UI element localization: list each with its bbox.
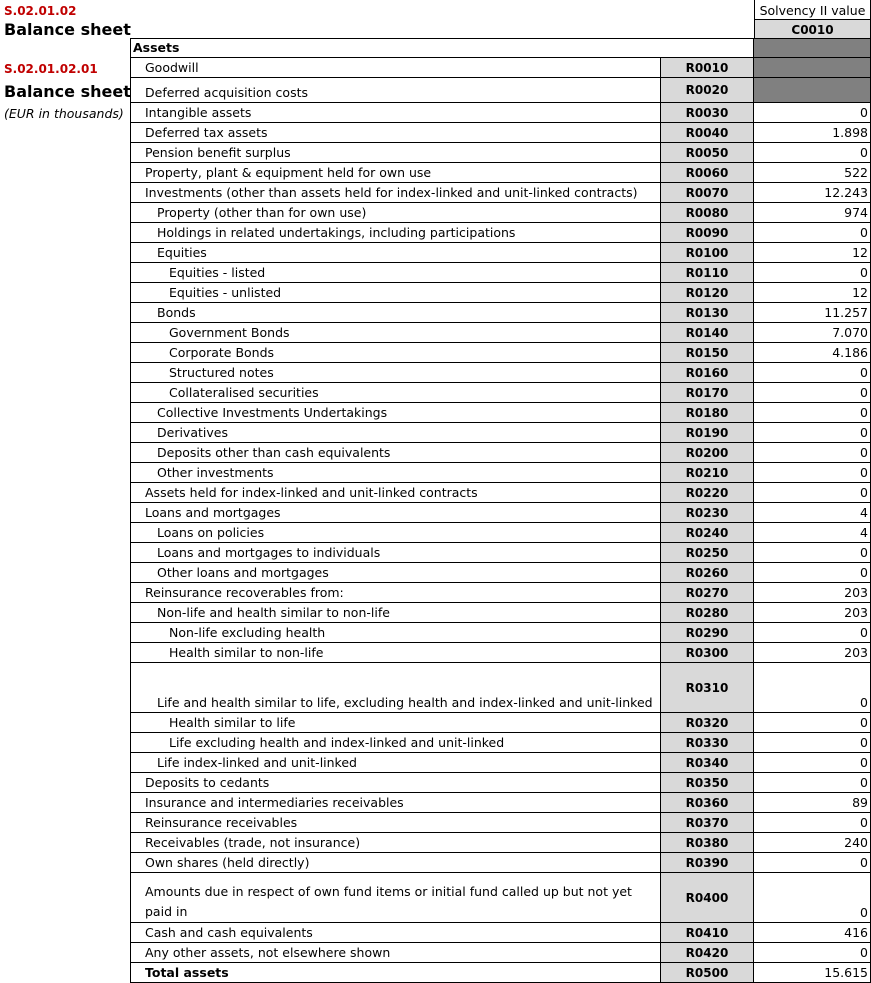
row-value: 416 [754,923,871,943]
row-value: 203 [754,583,871,603]
row-label: Non-life excluding health [130,623,661,643]
row-label: Non-life and health similar to non-life [130,603,661,623]
table-row [130,443,871,463]
table-row [130,403,871,423]
table-row [130,793,871,813]
row-label: Reinsurance receivables [130,813,661,833]
row-label: Equities - unlisted [130,283,661,303]
row-label: Any other assets, not elsewhere shown [130,943,661,963]
row-value: 0 [754,143,871,163]
row-label: Life excluding health and index-linked and unit-linked [130,733,661,753]
row-value: 12 [754,283,871,303]
row-value [754,78,871,103]
table-row [130,943,871,963]
row-label: Cash and cash equivalents [130,923,661,943]
row-code: R0190 [661,423,754,443]
row-code: R0090 [661,223,754,243]
row-code: R0260 [661,563,754,583]
row-label: Holdings in related undertakings, including participations [130,223,661,243]
table-row [130,543,871,563]
table-row [130,503,871,523]
row-label: Insurance and intermediaries receivables [130,793,661,813]
row-code: R0220 [661,483,754,503]
table-row [130,163,871,183]
table-row [130,183,871,203]
table-row [130,563,871,583]
row-label: Equities - listed [130,263,661,283]
row-label: Government Bonds [130,323,661,343]
table-row [130,283,871,303]
row-value: 0 [754,483,871,503]
row-label: Loans and mortgages to individuals [130,543,661,563]
row-code: R0210 [661,463,754,483]
table-row [130,833,871,853]
section-header-row [130,38,871,58]
table-row [130,643,871,663]
row-value: 0 [754,873,871,923]
table-body [130,58,871,983]
table-row [130,103,871,123]
table-row [130,263,871,283]
row-value: 15.615 [754,963,871,983]
row-label: Derivatives [130,423,661,443]
row-value: 974 [754,203,871,223]
row-code: R0020 [661,78,754,103]
row-label: Deposits to cedants [130,773,661,793]
unit-note: (EUR in thousands) [4,106,124,121]
row-code: R0030 [661,103,754,123]
row-label: Intangible assets [130,103,661,123]
row-code: R0140 [661,323,754,343]
row-code: R0110 [661,263,754,283]
row-value: 4 [754,503,871,523]
row-code: R0280 [661,603,754,623]
row-value: 89 [754,793,871,813]
row-label: Structured notes [130,363,661,383]
table-row [130,603,871,623]
table-row [130,733,871,753]
balance-sheet-table [130,38,871,983]
row-label: Investments (other than assets held for index-linked and unit-linked contracts) [130,183,661,203]
row-value: 0 [754,563,871,583]
row-value: 4 [754,523,871,543]
row-code: R0080 [661,203,754,223]
row-label: Other loans and mortgages [130,563,661,583]
row-value: 0 [754,813,871,833]
row-code: R0290 [661,623,754,643]
row-code: R0200 [661,443,754,463]
table-row [130,323,871,343]
template-code: S.02.01.02.01 [4,62,98,76]
row-label: Bonds [130,303,661,323]
row-code: R0050 [661,143,754,163]
row-label: Property, plant & equipment held for own use [130,163,661,183]
row-code: R0120 [661,283,754,303]
row-label: Life and health similar to life, excluding health and index-linked and unit-linked [130,663,661,713]
row-code: R0410 [661,923,754,943]
row-code: R0320 [661,713,754,733]
row-value: 12.243 [754,183,871,203]
row-code: R0400 [661,873,754,923]
row-label: Deposits other than cash equivalents [130,443,661,463]
row-label: Equities [130,243,661,263]
table-row [130,78,871,103]
row-code: R0380 [661,833,754,853]
table-row [130,423,871,443]
row-value [754,58,871,78]
table-row [130,523,871,543]
row-value: 0 [754,363,871,383]
row-value: 0 [754,733,871,753]
row-label: Reinsurance recoverables from: [130,583,661,603]
row-value: 0 [754,443,871,463]
table-row [130,853,871,873]
row-value: 0 [754,383,871,403]
row-code: R0500 [661,963,754,983]
row-label: Assets held for index-linked and unit-linked contracts [130,483,661,503]
section-title: Assets [130,38,754,58]
row-label: Corporate Bonds [130,343,661,363]
table-row [130,583,871,603]
row-value: 0 [754,663,871,713]
row-code: R0240 [661,523,754,543]
row-value: 0 [754,853,871,873]
table-row [130,243,871,263]
row-label: Other investments [130,463,661,483]
table-row [130,813,871,833]
row-label: Health similar to life [130,713,661,733]
row-code: R0100 [661,243,754,263]
row-value: 1.898 [754,123,871,143]
row-label: Amounts due in respect of own fund items or initial fund called up but not yet paid in [130,873,661,923]
row-value: 0 [754,463,871,483]
row-code: R0070 [661,183,754,203]
row-code: R0040 [661,123,754,143]
form-title: Balance sheet [4,20,131,39]
row-label: Goodwill [130,58,661,78]
row-code: R0370 [661,813,754,833]
row-value: 11.257 [754,303,871,323]
row-value: 0 [754,223,871,243]
row-value: 203 [754,603,871,623]
row-value: 0 [754,713,871,733]
row-code: R0300 [661,643,754,663]
row-value: 4.186 [754,343,871,363]
row-value: 0 [754,403,871,423]
row-code: R0420 [661,943,754,963]
row-label: Loans and mortgages [130,503,661,523]
row-code: R0230 [661,503,754,523]
row-value: 0 [754,423,871,443]
table-row [130,753,871,773]
row-code: R0350 [661,773,754,793]
table-row [130,303,871,323]
row-code: R0180 [661,403,754,423]
table-row [130,623,871,643]
table-row [130,363,871,383]
column-code: C0010 [754,20,871,39]
row-value: 0 [754,623,871,643]
table-row [130,203,871,223]
row-label: Receivables (trade, not insurance) [130,833,661,853]
row-value: 0 [754,943,871,963]
row-code: R0060 [661,163,754,183]
section-value-shaded [754,38,871,58]
table-row [130,773,871,793]
row-label: Deferred acquisition costs [130,78,661,103]
row-code: R0010 [661,58,754,78]
table-row [130,143,871,163]
row-label: Life index-linked and unit-linked [130,753,661,773]
row-code: R0160 [661,363,754,383]
row-label: Loans on policies [130,523,661,543]
row-label: Deferred tax assets [130,123,661,143]
table-row [130,663,871,713]
table-row [130,223,871,243]
row-value: 522 [754,163,871,183]
table-row [130,58,871,78]
row-code: R0150 [661,343,754,363]
table-row [130,873,871,923]
row-code: R0330 [661,733,754,753]
row-label: Collective Investments Undertakings [130,403,661,423]
row-label: Own shares (held directly) [130,853,661,873]
row-code: R0360 [661,793,754,813]
row-label: Total assets [130,963,661,983]
row-label: Pension benefit surplus [130,143,661,163]
row-code: R0250 [661,543,754,563]
row-label: Property (other than for own use) [130,203,661,223]
row-code: R0340 [661,753,754,773]
row-label: Health similar to non-life [130,643,661,663]
table-row [130,923,871,943]
form-code: S.02.01.02 [4,4,77,18]
row-value: 0 [754,773,871,793]
row-value: 0 [754,543,871,563]
row-code: R0310 [661,663,754,713]
table-row [130,123,871,143]
row-code: R0170 [661,383,754,403]
table-row [130,463,871,483]
row-code: R0270 [661,583,754,603]
row-value: 12 [754,243,871,263]
row-code: R0390 [661,853,754,873]
row-value: 203 [754,643,871,663]
row-value: 7.070 [754,323,871,343]
row-value: 0 [754,753,871,773]
table-row [130,383,871,403]
row-value: 0 [754,103,871,123]
table-row [130,483,871,503]
row-label: Collateralised securities [130,383,661,403]
row-code: R0130 [661,303,754,323]
row-value: 0 [754,263,871,283]
table-row [130,963,871,983]
table-row [130,713,871,733]
row-value: 240 [754,833,871,853]
table-row [130,343,871,363]
template-title: Balance sheet [4,82,131,101]
column-title: Solvency II value [754,0,871,20]
